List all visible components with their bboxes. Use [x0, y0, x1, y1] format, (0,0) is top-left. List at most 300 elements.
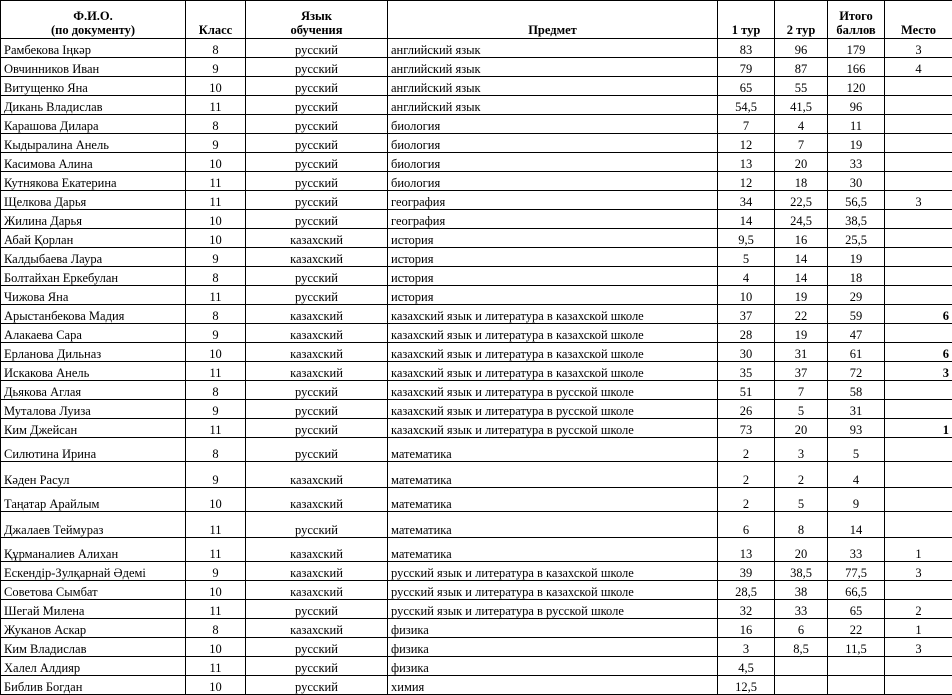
cell-round2: 16 [775, 229, 828, 248]
cell-language: русский [246, 512, 388, 538]
cell-round1: 2 [718, 488, 775, 512]
cell-round1: 35 [718, 362, 775, 381]
cell-total: 25,5 [828, 229, 885, 248]
cell-name: Дикань Владислав [1, 96, 186, 115]
cell-place [885, 657, 952, 676]
table-row [1, 676, 952, 695]
header-total: Итого баллов [828, 1, 885, 39]
cell-name: Алакаева Сара [1, 324, 186, 343]
cell-place: 1 [885, 619, 952, 638]
cell-round1: 32 [718, 600, 775, 619]
cell-grade: 8 [186, 39, 246, 58]
cell-round2: 8,5 [775, 638, 828, 657]
cell-total: 47 [828, 324, 885, 343]
cell-place: 1 [885, 419, 952, 438]
table-row [1, 638, 952, 657]
cell-place: 4 [885, 58, 952, 77]
cell-subject: математика [388, 512, 718, 538]
table-row [1, 438, 952, 462]
table-body [1, 39, 952, 695]
table-row [1, 58, 952, 77]
cell-name: Чижова Яна [1, 286, 186, 305]
cell-language: русский [246, 134, 388, 153]
cell-subject: химия [388, 676, 718, 695]
cell-grade: 11 [186, 657, 246, 676]
cell-total: 58 [828, 381, 885, 400]
cell-subject: биология [388, 134, 718, 153]
cell-round2: 19 [775, 324, 828, 343]
cell-grade: 9 [186, 134, 246, 153]
table-row [1, 210, 952, 229]
cell-grade: 8 [186, 438, 246, 462]
cell-name: Арыстанбекова Мадия [1, 305, 186, 324]
cell-round2: 37 [775, 362, 828, 381]
cell-subject: история [388, 229, 718, 248]
cell-language: русский [246, 77, 388, 96]
cell-total: 11,5 [828, 638, 885, 657]
cell-total: 120 [828, 77, 885, 96]
cell-subject: физика [388, 619, 718, 638]
cell-total: 38,5 [828, 210, 885, 229]
cell-round2: 4 [775, 115, 828, 134]
cell-round2: 6 [775, 619, 828, 638]
cell-name: Болтайхан Еркебулан [1, 267, 186, 286]
cell-round1: 12 [718, 172, 775, 191]
cell-round2: 55 [775, 77, 828, 96]
cell-language: русский [246, 115, 388, 134]
cell-grade: 11 [186, 362, 246, 381]
table-row [1, 488, 952, 512]
cell-place: 1 [885, 538, 952, 562]
cell-language: казахский [246, 362, 388, 381]
cell-name: Муталова Луиза [1, 400, 186, 419]
cell-total: 72 [828, 362, 885, 381]
cell-subject: русский язык и литература в русской школе [388, 600, 718, 619]
cell-subject: казахский язык и литература в русской школе [388, 381, 718, 400]
cell-subject: казахский язык и литература в казахской школе [388, 362, 718, 381]
cell-name: Джалаев Теймураз [1, 512, 186, 538]
table-row [1, 562, 952, 581]
cell-round2: 7 [775, 134, 828, 153]
cell-grade: 11 [186, 172, 246, 191]
cell-grade: 11 [186, 600, 246, 619]
cell-subject: казахский язык и литература в казахской школе [388, 343, 718, 362]
cell-language: русский [246, 400, 388, 419]
cell-total: 18 [828, 267, 885, 286]
cell-round1: 2 [718, 438, 775, 462]
cell-round2: 20 [775, 538, 828, 562]
cell-total [828, 676, 885, 695]
cell-language: казахский [246, 581, 388, 600]
cell-place [885, 324, 952, 343]
header-grade: Класс [186, 1, 246, 39]
cell-language: русский [246, 600, 388, 619]
cell-name: Жилина Дарья [1, 210, 186, 229]
cell-round2: 14 [775, 248, 828, 267]
cell-subject: история [388, 286, 718, 305]
cell-total: 30 [828, 172, 885, 191]
cell-place [885, 210, 952, 229]
cell-name: Кәден Расул [1, 462, 186, 488]
cell-grade: 11 [186, 286, 246, 305]
cell-language: казахский [246, 462, 388, 488]
cell-round1: 14 [718, 210, 775, 229]
table-row [1, 419, 952, 438]
cell-name: Кыдыралина Анель [1, 134, 186, 153]
cell-total: 33 [828, 538, 885, 562]
cell-language: русский [246, 286, 388, 305]
header-place: Место [885, 1, 952, 39]
cell-round2: 96 [775, 39, 828, 58]
table-row [1, 324, 952, 343]
cell-total: 22 [828, 619, 885, 638]
cell-round2: 22,5 [775, 191, 828, 210]
table-row [1, 462, 952, 488]
cell-name: Советова Сымбат [1, 581, 186, 600]
cell-round2 [775, 676, 828, 695]
table-row [1, 381, 952, 400]
cell-place: 3 [885, 638, 952, 657]
cell-name: Ескендір-Зулқарнай Әдемі [1, 562, 186, 581]
cell-subject: казахский язык и литература в русской школе [388, 419, 718, 438]
cell-grade: 10 [186, 581, 246, 600]
cell-name: Ким Владислав [1, 638, 186, 657]
cell-total: 61 [828, 343, 885, 362]
cell-subject: казахский язык и литература в казахской школе [388, 305, 718, 324]
cell-name: Библив Богдан [1, 676, 186, 695]
cell-total: 56,5 [828, 191, 885, 210]
cell-name: Щелкова Дарья [1, 191, 186, 210]
cell-name: Жуканов Аскар [1, 619, 186, 638]
cell-place: 3 [885, 191, 952, 210]
cell-place [885, 462, 952, 488]
cell-round1: 54,5 [718, 96, 775, 115]
cell-name: Халел Алдияр [1, 657, 186, 676]
cell-grade: 8 [186, 267, 246, 286]
header-name: Ф.И.О. (по документу) [1, 1, 186, 39]
cell-round1: 3 [718, 638, 775, 657]
cell-total: 4 [828, 462, 885, 488]
cell-total: 33 [828, 153, 885, 172]
cell-language: русский [246, 39, 388, 58]
cell-language: русский [246, 381, 388, 400]
cell-grade: 11 [186, 191, 246, 210]
cell-place: 3 [885, 562, 952, 581]
cell-place [885, 381, 952, 400]
cell-place [885, 488, 952, 512]
cell-name: Шегай Милена [1, 600, 186, 619]
cell-total: 59 [828, 305, 885, 324]
table-row [1, 77, 952, 96]
header-round1: 1 тур [718, 1, 775, 39]
cell-subject: физика [388, 638, 718, 657]
table-row [1, 600, 952, 619]
cell-round2: 38,5 [775, 562, 828, 581]
cell-language: казахский [246, 488, 388, 512]
cell-place [885, 512, 952, 538]
table-row [1, 134, 952, 153]
cell-subject: русский язык и литература в казахской школе [388, 562, 718, 581]
cell-language: казахский [246, 562, 388, 581]
cell-round1: 4,5 [718, 657, 775, 676]
cell-subject: казахский язык и литература в русской школе [388, 400, 718, 419]
cell-language: казахский [246, 324, 388, 343]
cell-total: 77,5 [828, 562, 885, 581]
cell-language: русский [246, 419, 388, 438]
cell-round2: 38 [775, 581, 828, 600]
table-row [1, 248, 952, 267]
cell-language: русский [246, 676, 388, 695]
cell-round1: 4 [718, 267, 775, 286]
cell-subject: математика [388, 488, 718, 512]
cell-subject: физика [388, 657, 718, 676]
table-row [1, 39, 952, 58]
cell-total: 166 [828, 58, 885, 77]
cell-language: казахский [246, 229, 388, 248]
cell-round1: 83 [718, 39, 775, 58]
cell-grade: 11 [186, 538, 246, 562]
cell-total: 14 [828, 512, 885, 538]
cell-subject: русский язык и литература в казахской школе [388, 581, 718, 600]
cell-round1: 73 [718, 419, 775, 438]
cell-subject: английский язык [388, 96, 718, 115]
cell-language: русский [246, 210, 388, 229]
cell-round2: 31 [775, 343, 828, 362]
cell-round1: 39 [718, 562, 775, 581]
cell-total: 66,5 [828, 581, 885, 600]
cell-grade: 11 [186, 512, 246, 538]
cell-subject: география [388, 210, 718, 229]
cell-language: казахский [246, 619, 388, 638]
cell-subject: математика [388, 538, 718, 562]
cell-round2: 22 [775, 305, 828, 324]
cell-place [885, 400, 952, 419]
cell-round1: 12,5 [718, 676, 775, 695]
cell-round1: 28 [718, 324, 775, 343]
cell-round2: 2 [775, 462, 828, 488]
cell-place [885, 438, 952, 462]
cell-round1: 6 [718, 512, 775, 538]
cell-place [885, 77, 952, 96]
cell-round1: 79 [718, 58, 775, 77]
cell-place: 2 [885, 600, 952, 619]
cell-language: русский [246, 438, 388, 462]
cell-grade: 10 [186, 488, 246, 512]
cell-round1: 28,5 [718, 581, 775, 600]
table-row [1, 267, 952, 286]
table-row [1, 581, 952, 600]
cell-subject: биология [388, 153, 718, 172]
cell-name: Кутнякова Екатерина [1, 172, 186, 191]
table-row [1, 362, 952, 381]
cell-round1: 34 [718, 191, 775, 210]
cell-total: 19 [828, 248, 885, 267]
cell-round1: 7 [718, 115, 775, 134]
cell-place [885, 153, 952, 172]
cell-round2: 18 [775, 172, 828, 191]
cell-grade: 8 [186, 115, 246, 134]
cell-grade: 8 [186, 619, 246, 638]
cell-name: Витущенко Яна [1, 77, 186, 96]
cell-language: русский [246, 153, 388, 172]
cell-round1: 12 [718, 134, 775, 153]
cell-place [885, 134, 952, 153]
cell-language: русский [246, 96, 388, 115]
cell-total: 9 [828, 488, 885, 512]
cell-total: 19 [828, 134, 885, 153]
cell-subject: математика [388, 462, 718, 488]
cell-total: 11 [828, 115, 885, 134]
cell-name: Таңатар Арайлым [1, 488, 186, 512]
cell-grade: 9 [186, 248, 246, 267]
cell-round2: 24,5 [775, 210, 828, 229]
cell-place: 6 [885, 343, 952, 362]
cell-language: русский [246, 191, 388, 210]
cell-total: 179 [828, 39, 885, 58]
cell-round1: 16 [718, 619, 775, 638]
cell-name: Абай Қорлан [1, 229, 186, 248]
cell-round2: 7 [775, 381, 828, 400]
cell-round2: 19 [775, 286, 828, 305]
cell-round2: 87 [775, 58, 828, 77]
cell-name: Силютина Ирина [1, 438, 186, 462]
cell-place: 6 [885, 305, 952, 324]
cell-name: Карашова Дилара [1, 115, 186, 134]
cell-language: казахский [246, 305, 388, 324]
cell-round1: 2 [718, 462, 775, 488]
table-row [1, 172, 952, 191]
cell-round1: 37 [718, 305, 775, 324]
cell-name: Рамбекова Іңкәр [1, 39, 186, 58]
cell-name: Ким Джейсан [1, 419, 186, 438]
cell-language: русский [246, 267, 388, 286]
cell-round1: 5 [718, 248, 775, 267]
table-row [1, 115, 952, 134]
cell-total: 93 [828, 419, 885, 438]
cell-language: русский [246, 58, 388, 77]
table-row [1, 538, 952, 562]
cell-total [828, 657, 885, 676]
cell-name: Ерланова Дильназ [1, 343, 186, 362]
cell-round1: 13 [718, 538, 775, 562]
cell-round1: 9,5 [718, 229, 775, 248]
cell-round2: 41,5 [775, 96, 828, 115]
cell-grade: 10 [186, 210, 246, 229]
cell-subject: география [388, 191, 718, 210]
cell-language: казахский [246, 538, 388, 562]
cell-total: 96 [828, 96, 885, 115]
cell-place [885, 229, 952, 248]
cell-round2 [775, 657, 828, 676]
cell-total: 29 [828, 286, 885, 305]
table-row [1, 619, 952, 638]
cell-place [885, 286, 952, 305]
cell-name: Касимова Алина [1, 153, 186, 172]
cell-grade: 10 [186, 638, 246, 657]
cell-grade: 10 [186, 343, 246, 362]
cell-subject: биология [388, 172, 718, 191]
cell-place [885, 115, 952, 134]
table-row [1, 229, 952, 248]
cell-grade: 10 [186, 229, 246, 248]
cell-total: 31 [828, 400, 885, 419]
cell-grade: 9 [186, 562, 246, 581]
cell-place [885, 581, 952, 600]
cell-grade: 9 [186, 324, 246, 343]
header-round2: 2 тур [775, 1, 828, 39]
table-row [1, 305, 952, 324]
cell-total: 65 [828, 600, 885, 619]
cell-name: Овчинников Иван [1, 58, 186, 77]
cell-grade: 9 [186, 462, 246, 488]
cell-total: 5 [828, 438, 885, 462]
cell-subject: английский язык [388, 77, 718, 96]
table-row [1, 191, 952, 210]
cell-round2: 20 [775, 153, 828, 172]
cell-subject: математика [388, 438, 718, 462]
cell-round2: 8 [775, 512, 828, 538]
cell-grade: 10 [186, 153, 246, 172]
cell-place [885, 172, 952, 191]
cell-name: Калдыбаева Лаура [1, 248, 186, 267]
cell-name: Искакова Анель [1, 362, 186, 381]
cell-place [885, 96, 952, 115]
cell-round1: 51 [718, 381, 775, 400]
cell-grade: 9 [186, 58, 246, 77]
table-row [1, 657, 952, 676]
cell-round1: 30 [718, 343, 775, 362]
cell-place [885, 248, 952, 267]
cell-round1: 10 [718, 286, 775, 305]
cell-round1: 26 [718, 400, 775, 419]
cell-language: казахский [246, 248, 388, 267]
cell-language: казахский [246, 343, 388, 362]
cell-grade: 10 [186, 77, 246, 96]
cell-subject: биология [388, 115, 718, 134]
cell-grade: 8 [186, 381, 246, 400]
table-row [1, 400, 952, 419]
cell-name: Дьякова Аглая [1, 381, 186, 400]
cell-language: русский [246, 657, 388, 676]
table-row [1, 512, 952, 538]
cell-round2: 5 [775, 488, 828, 512]
cell-grade: 9 [186, 400, 246, 419]
header-subject: Предмет [388, 1, 718, 39]
cell-round2: 20 [775, 419, 828, 438]
cell-grade: 8 [186, 305, 246, 324]
cell-subject: история [388, 267, 718, 286]
cell-round1: 65 [718, 77, 775, 96]
table-row [1, 96, 952, 115]
cell-place [885, 676, 952, 695]
cell-round2: 5 [775, 400, 828, 419]
header-row [1, 1, 952, 39]
cell-language: русский [246, 172, 388, 191]
header-language: Язык обучения [246, 1, 388, 39]
cell-grade: 11 [186, 419, 246, 438]
cell-subject: английский язык [388, 39, 718, 58]
cell-subject: казахский язык и литература в казахской школе [388, 324, 718, 343]
cell-subject: английский язык [388, 58, 718, 77]
table-row [1, 286, 952, 305]
cell-place [885, 267, 952, 286]
cell-round2: 14 [775, 267, 828, 286]
cell-language: русский [246, 638, 388, 657]
table-row [1, 153, 952, 172]
cell-round2: 3 [775, 438, 828, 462]
cell-grade: 10 [186, 676, 246, 695]
cell-round2: 33 [775, 600, 828, 619]
